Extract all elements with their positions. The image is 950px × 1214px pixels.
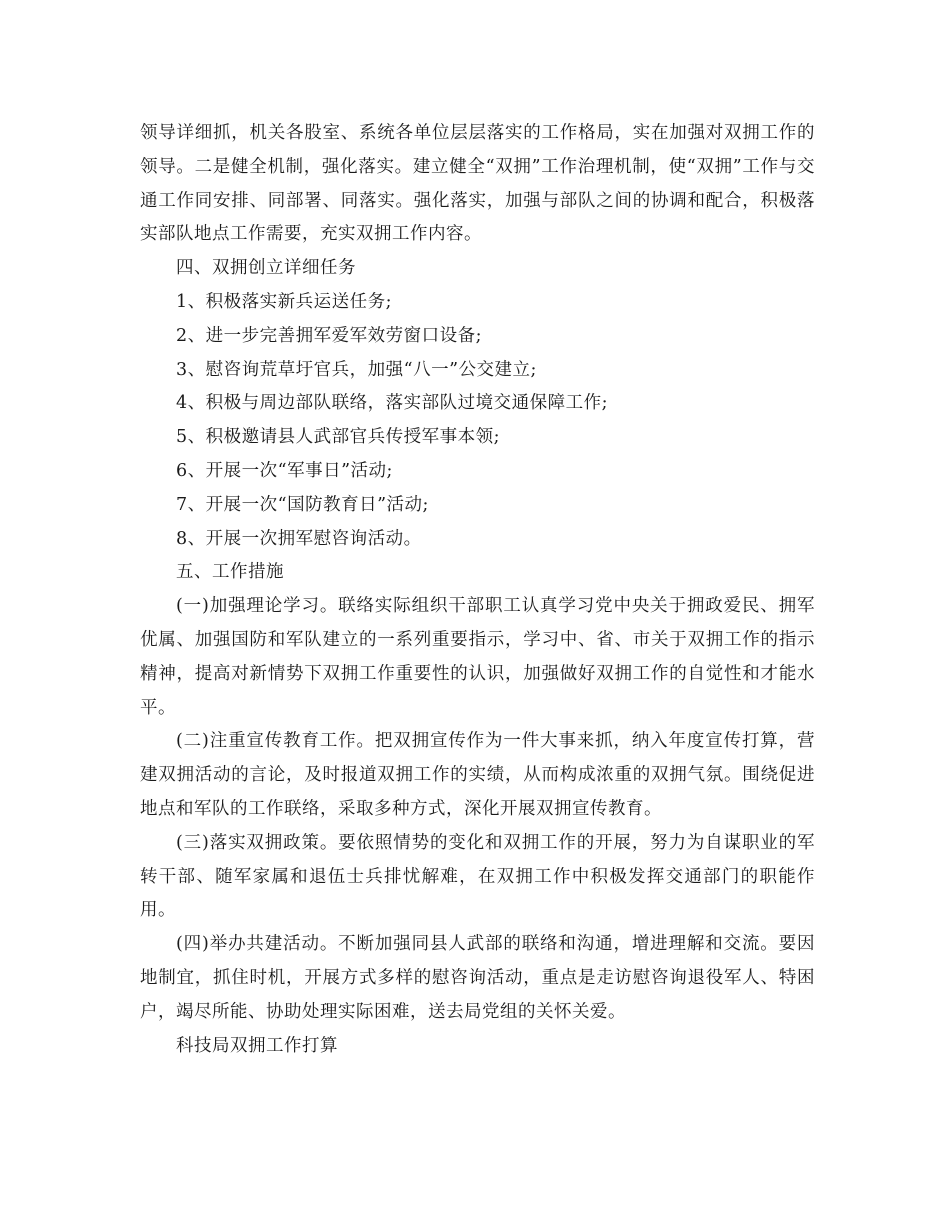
task-item-4: 4、积极与周边部队联络，落实部队过境交通保障工作;	[176, 393, 609, 414]
measure-paragraph-2: (二)注重宣传教育工作。把双拥宣传作为一件大事来抓，纳入年度宣传打算，营建双拥活动的言论，及时报道双拥工作的实绩，从而构成浓重的双拥气氛。围绕促进地点和军队的工作联络，采取多种方式，深化开展双拥宣传教育。	[140, 731, 815, 819]
task-item-3: 3、慰咨询荒草圩官兵，加强“八一”公交建立;	[176, 359, 537, 380]
task-item-8: 8、开展一次拥军慰咨询活动。	[176, 528, 422, 549]
task-item-1: 1、积极落实新兵运送任务;	[176, 291, 393, 312]
section-heading-tasks: 四、双拥创立详细任务	[176, 258, 356, 279]
task-item-7: 7、开展一次“国防教育日”活动;	[176, 494, 429, 515]
paragraph-continuation: 领导详细抓，机关各股室、系统各单位层层落实的工作格局，实在加强对双拥工作的领导。二是健全机制，强化落实。建立健全“双拥”工作治理机制，使“双拥”工作与交通工作同安排、同部署、同落实。强化落实，加强与部队之间的协调和配合，积极落实部队地点工作需要，充实双拥工作内容。	[140, 123, 815, 245]
section-heading-measures: 五、工作措施	[176, 562, 284, 583]
task-item-2: 2、进一步完善拥军爱军效劳窗口设备;	[176, 325, 483, 346]
measure-paragraph-1: (一)加强理论学习。联络实际组织干部职工认真学习党中央关于拥政爱民、拥军优属、加强国防和军队建立的一系列重要指示，学习中、省、市关于双拥工作的指示精神，提高对新情势下双拥工作重要性的认识，加强做好双拥工作的自觉性和才能水平。	[140, 596, 815, 718]
task-item-5: 5、积极邀请县人武部官兵传授军事本领;	[176, 427, 501, 448]
next-document-title: 科技局双拥工作打算	[176, 1035, 338, 1056]
measure-paragraph-4: (四)举办共建活动。不断加强同县人武部的联络和沟通，增进理解和交流。要因地制宜，抓住时机，开展方式多样的慰咨询活动，重点是走访慰咨询退役军人、特困户，竭尽所能、协助处理实际困难，送去局党组的关怀关爱。	[140, 934, 815, 1022]
document-body	[140, 117, 815, 1063]
task-item-6: 6、开展一次“军事日”活动;	[176, 460, 393, 481]
measure-paragraph-3: (三)落实双拥政策。要依照情势的变化和双拥工作的开展，努力为自谋职业的军转干部、随军家属和退伍士兵排忧解难，在双拥工作中积极发挥交通部门的职能作用。	[140, 832, 815, 921]
